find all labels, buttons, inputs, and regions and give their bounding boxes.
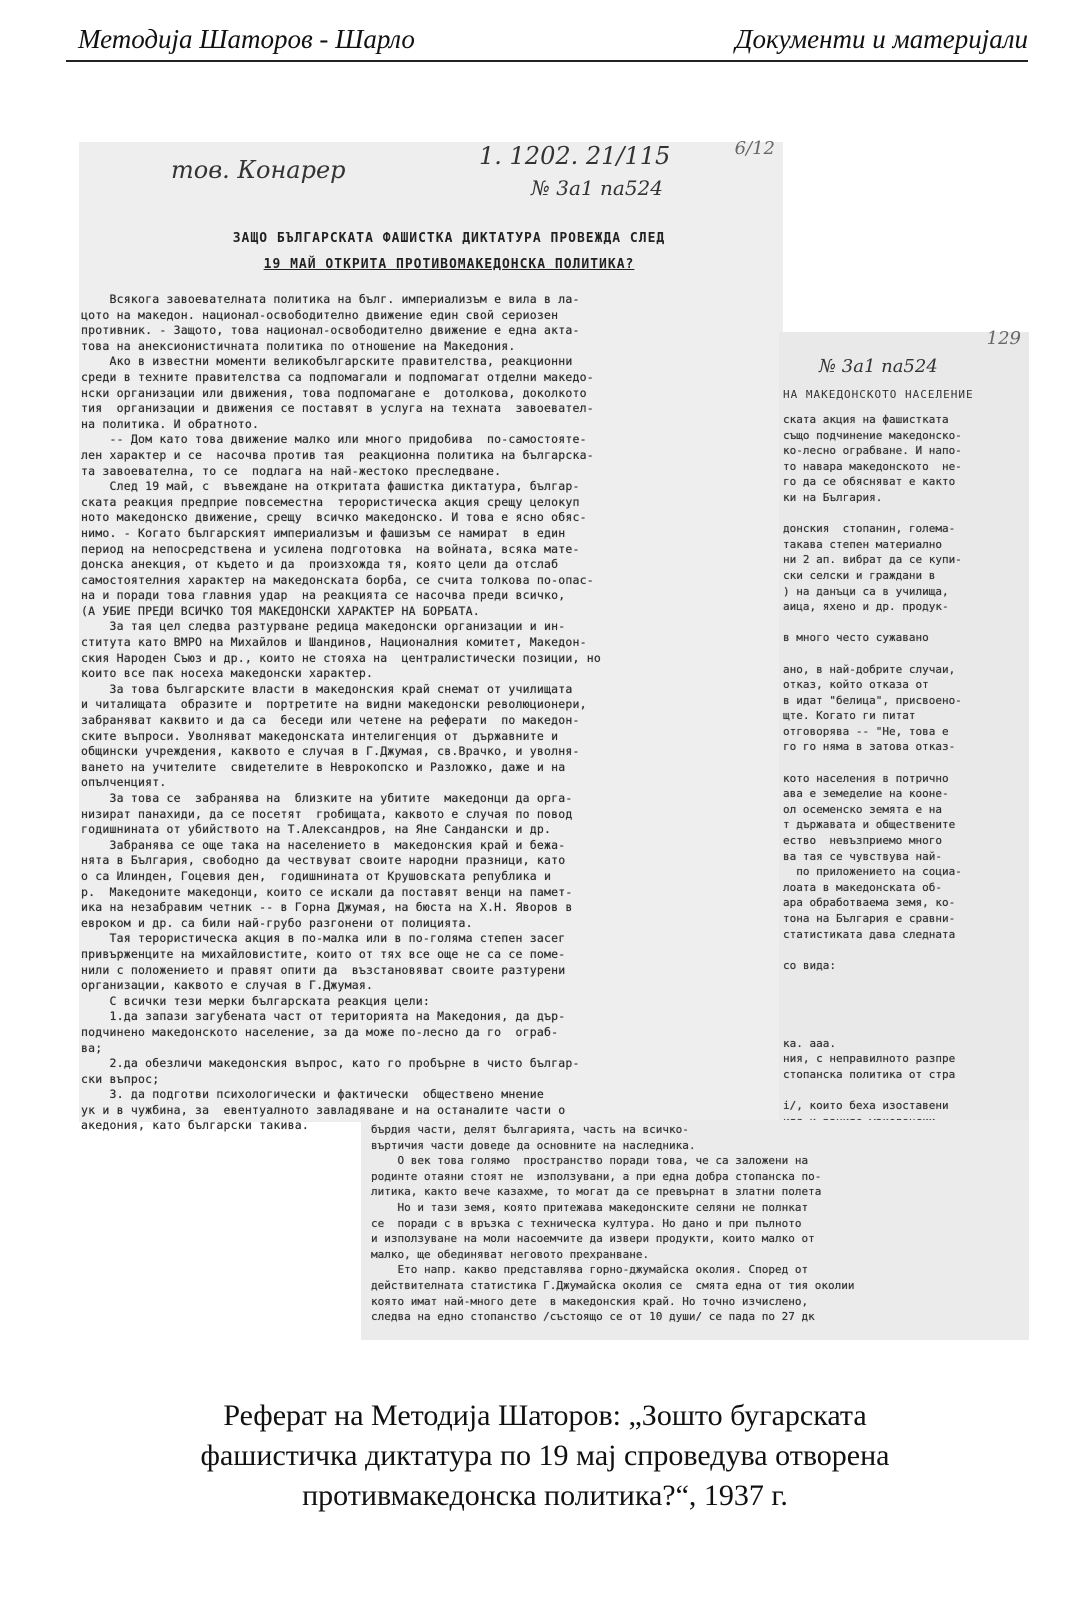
text-line: -- Дом като това движение малко или много придобива по-самостояте- <box>81 432 587 447</box>
text-line: ) на данъци са в училища, <box>783 584 949 598</box>
bottom-sheet <box>361 1120 1029 1340</box>
text-line: ния, с неправилното разпре <box>783 1052 956 1066</box>
right-corner-mark: 129 <box>986 328 1021 349</box>
document-title <box>149 226 749 278</box>
text-line <box>783 1005 1027 1021</box>
text-line: годишнината от убийството на Т.Александров, на Яне Сандански и др. <box>81 822 552 837</box>
text-line: това на анексионистичната политика по отношение на Македония. <box>81 338 516 353</box>
text-line: ските въпроси. Уволняват македонската интелигенция от държавните и <box>81 728 559 743</box>
text-line: та завоевателна, то се подлага на най-жестоко преследване. <box>81 463 502 478</box>
figure-caption <box>120 1396 970 1516</box>
corner-mark: 6/12 <box>734 138 775 159</box>
text-line: След 19 май, с въвеждане на откритата фашистка диктатура, българ- <box>81 479 580 494</box>
text-line: Ако в известни моменти великобългарските правителства, реакционни <box>81 354 573 369</box>
text-line: ук и в чужбина, за евентуалното завладяване и на останалите части о <box>81 1102 566 1117</box>
text-line <box>783 755 1027 771</box>
text-line: ество невъзприемо много <box>783 834 942 848</box>
text-line: тона на България е сравни- <box>783 912 956 925</box>
text-line: противник. - Защото, това национал-освободително движение е една акта- <box>81 323 580 338</box>
text-line: ския Народен Съюз и др., които не стояха на централистически позиции, но <box>81 650 602 665</box>
text-line <box>783 646 1027 662</box>
text-line: такава степен материално <box>783 537 942 551</box>
text-line: ава е земеделие на кооне- <box>783 787 949 801</box>
text-line: аица, яхено и др. продук- <box>783 600 949 614</box>
right-doc-number: № 3а1 па524 <box>819 356 938 377</box>
text-line: ва тая се чувствува най- <box>783 849 942 863</box>
text-line: тия организации и движения се поставят в услуга на техната завоевател- <box>81 401 594 416</box>
header-author: Методија Шаторов - Шарло <box>78 24 415 54</box>
text-line: і/, които беха изоставени <box>783 1099 949 1113</box>
text-line: ската акция на фашистката <box>783 413 949 426</box>
text-line <box>783 506 1027 522</box>
text-line: ни 2 ап. вибрат да се купи- <box>783 553 962 567</box>
handwritten-signature: тов. Конарер <box>171 156 346 184</box>
text-line: кото населения в потрично <box>783 771 949 785</box>
text-line: и читалищата образите и портретите на видни македонски революционери, <box>81 697 587 712</box>
text-line: За тая цел следва разтурване редица македонски организации и ин- <box>81 619 566 634</box>
text-line: ки на България. <box>783 490 883 504</box>
text-line: р. Македоните македонци, които се искали да поставят венци на памет- <box>81 884 573 899</box>
text-line: го го няма в затова отказ- <box>783 740 956 754</box>
text-line: цото на македон. национал-освободително движение един свой сериозен <box>81 307 559 322</box>
text-line: со вида: <box>783 958 836 972</box>
text-line: низират панахиди, да се посетят гробищата, каквото е случая по повод <box>81 806 573 821</box>
text-line: опълченцият. <box>81 775 167 790</box>
caption-line3: противмакедонска политика?“, 1937 г. <box>302 1479 788 1512</box>
scanned-document <box>75 138 1031 1340</box>
text-line: привърженците на михайловистите, които от тях все още не са се поме- <box>81 946 566 961</box>
text-line: донския стопанин, голема- <box>783 522 956 536</box>
text-line: нята в България, свободно да чествуват своите народни празници, като <box>81 853 566 868</box>
text-line: Забранява се още така на населението в македонския край и бежа- <box>81 837 566 852</box>
text-line: подчинено македонското население, за да може по-лесно да го ограб- <box>81 1024 559 1039</box>
text-line: нили с положението и правят опити да възстановяват своите разтурени <box>81 962 566 977</box>
text-line: на политика. И обратното. <box>81 416 260 431</box>
text-line: нимо. - Когато българският империализъм и фашизъм се намират в един <box>81 525 566 540</box>
text-line: бърдия части, делят българията, часть на всичко- <box>371 1123 689 1136</box>
bottom-body <box>371 1122 1027 1325</box>
text-line: които все пак носеха македонски характер. <box>81 666 374 681</box>
text-line: т държавата и обществените <box>783 818 956 832</box>
right-sheet <box>779 328 1029 1168</box>
text-line: щте. Когато ги питат <box>783 709 916 723</box>
text-line: общински учреждения, каквото е случая в Г.Джумая, св.Врачко, и уволня- <box>81 744 580 759</box>
text-line: Всякога завоевателната политика на бълг. империализъм е вила в ла- <box>81 292 580 306</box>
text-line: ното македонско движение, срещу всичко македонско. И това е ясно обяс- <box>81 510 587 525</box>
right-body <box>783 412 1027 1223</box>
text-line: на и поради това главния удар на реакцията се насочва преди всичко, <box>81 588 566 603</box>
text-line: 1.да запази загубената част от територията на Македония, да дър- <box>81 1009 566 1024</box>
text-line: самостоятелния характер на македонската борба, се счита толкова по-опас- <box>81 572 594 587</box>
text-line: (А УБИЕ ПРЕДИ ВСИЧКО ТОЯ МАКЕДОНСКИ ХАРАКТЕР НА БОРБАТА. <box>81 603 480 618</box>
text-line: в идат "белица", присвоено- <box>783 693 962 707</box>
text-line: статистиката дава следната <box>783 927 956 941</box>
text-line: акедония, като български такива. <box>81 1118 309 1133</box>
text-line <box>783 1020 1027 1036</box>
text-line: лоата в македонската об- <box>783 880 942 894</box>
text-line: организации, каквото е случая в Г.Джумая. <box>81 978 374 993</box>
text-line <box>783 942 1027 958</box>
text-line: то навара македонското не- <box>783 459 962 473</box>
text-line: Ето напр. какво представлява горно-джумайска околия. Според от <box>371 1263 809 1277</box>
text-line: Тая терористическа акция в по-малка или в по-голяма степен засег <box>81 931 566 946</box>
text-line: среди в техните правителства са подпомагали и подпомагат отделни македо- <box>81 369 594 384</box>
text-line: период на непосредствена и усилена подготовка на войната, всяка мате- <box>81 541 580 556</box>
text-line: нски организации или движения, това подпомагане е дотолкова, доколкото <box>81 385 587 400</box>
text-line <box>783 973 1027 989</box>
text-line: малко, ще обединяват неговото прехранване. <box>371 1247 650 1261</box>
text-line: 2.да обезличи македонския въпрос, като го пробърне в чисто българ- <box>81 1056 580 1071</box>
text-line: ка. ааа. <box>783 1036 836 1050</box>
text-line: С всички тези мерки българската реакция цели: <box>81 993 431 1008</box>
text-line: го да се обясняват е както <box>783 475 956 489</box>
document-body <box>81 292 781 1134</box>
text-line <box>783 615 1027 631</box>
text-line: ика на незабравим четник -- в Горна Джумая, на бюста на Х.Н. Яворов в <box>81 900 573 915</box>
text-line: родинте отаяни стоят не използувани, а при една добра стопанска по- <box>371 1169 822 1183</box>
text-line: О век това голямо пространство поради това, че са заложени на <box>371 1154 809 1168</box>
document-title-line2: 19 МАЙ ОТКРИТА ПРОТИВОМАКЕДОНСКА ПОЛИТИКА? <box>263 257 635 272</box>
text-line: следва на едно стопанство /състоящо се от 10 души/ се пада по 27 дк <box>371 1310 815 1324</box>
text-line: ски селски и граждани в <box>783 568 936 582</box>
text-line: лен характер и се насочва против тая реакционна политика на българска- <box>81 447 594 462</box>
right-heading: НА МАКЕДОНСКОТО НАСЕЛЕНИЕ <box>783 388 974 401</box>
text-line: Но и тази земя, която притежава македонските селяни не полнкат <box>371 1200 809 1214</box>
header-section: Документи и материјали <box>735 24 1028 54</box>
doc-number: № 3а1 па524 <box>531 176 663 200</box>
text-line: ски въпрос; <box>81 1071 160 1086</box>
text-line: литика, както вече казахме, то могат да се превърнат в златни полета <box>371 1185 822 1199</box>
text-line: ол осеменско земята е на <box>783 802 942 816</box>
text-line: ара обработваема земя, ко- <box>783 896 956 910</box>
text-line: ва; <box>81 1040 103 1055</box>
text-line: отказ, който отказа от <box>783 678 929 692</box>
text-line: ано, в най-добрите случаи, <box>783 662 956 676</box>
text-line: в много често сужавано <box>783 631 929 645</box>
archive-number: 1. 1202. 21/115 <box>479 142 671 170</box>
text-line: която имат най-много дете в македонския край. Но точно изчислено, <box>371 1294 809 1308</box>
text-line: евроком и др. са били най-грубо разгонени от полицията. <box>81 915 473 930</box>
document-title-line1: ЗАЩО БЪЛГАРСКАТА ФАШИСТКА ДИКТАТУРА ПРОВЕЖДА СЛЕД <box>232 231 666 246</box>
text-line: отговорява -- "Не, това е <box>783 724 949 738</box>
running-header <box>66 24 1028 62</box>
text-line: донска анекция, от където и да произхожда тя, която цели да отслаб <box>81 557 559 572</box>
text-line <box>783 1083 1027 1099</box>
text-line: 3. да подготви психологически и фактически обществено мнение <box>81 1087 545 1102</box>
text-line: и използуване на моли насоемчите да извери продукти, които малко от <box>371 1232 815 1246</box>
text-line: стопанска политика от стра <box>783 1067 956 1081</box>
text-line: се поради с в връзка с техническа култура. Но дано и при пълното <box>371 1216 802 1230</box>
text-line: ко-лесно ограбване. И напо- <box>783 444 962 458</box>
text-line: ването на учителите свидетелите в Неврокопско и Разложко, даже и на <box>81 759 566 774</box>
text-line: За това българските власти в македонския край снемат от училищата <box>81 681 573 696</box>
text-line: ститута като ВМРО на Михайлов и Шандинов, Националния комитет, Македон- <box>81 635 587 650</box>
text-line: въртичия части доведе да основните на наследника. <box>371 1138 696 1152</box>
text-line: ската реакция предприе повсеместна терористическа акция срещу целокуп <box>81 494 580 509</box>
text-line: по приложението на социа- <box>783 865 962 879</box>
caption-line1: Реферат на Методија Шаторов: „Зошто бугарската <box>223 1399 867 1432</box>
text-line: действителната статистика Г.Джумайска околия се смята една от тия околии <box>371 1278 855 1292</box>
text-line <box>783 989 1027 1005</box>
text-line: За това се забранява на близките на убитите македонци да орга- <box>81 791 573 805</box>
text-line: също подчинение македонско- <box>783 428 962 442</box>
text-line: о са Илинден, Гоцевия ден, годишнината от Крушовската република и <box>81 868 552 883</box>
text-line: забраняват каквито и да са беседи или четене на реферати по македон- <box>81 713 580 728</box>
caption-line2: фашистичка диктатура по 19 мај спроведува отворена <box>200 1439 890 1472</box>
